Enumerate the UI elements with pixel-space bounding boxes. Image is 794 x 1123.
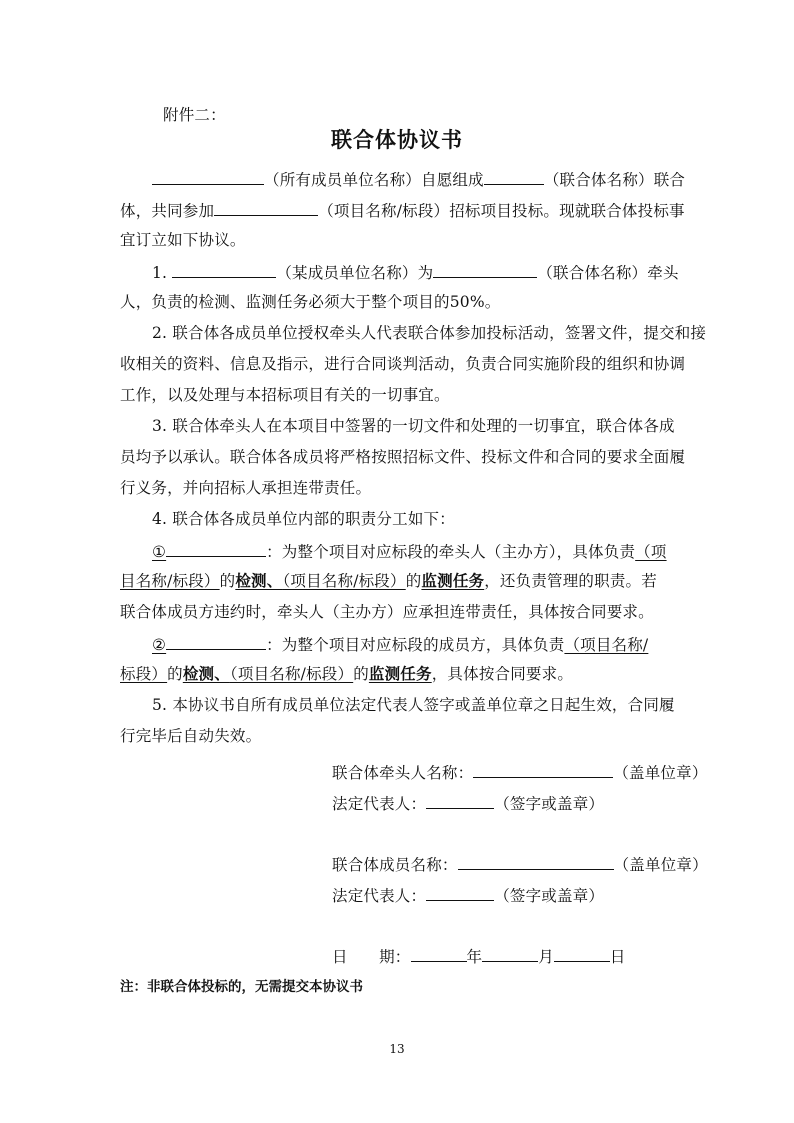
intro-line-1: （所有成员单位名称）自愿组成 （联合体名称）联合 xyxy=(152,166,685,192)
item5-line-2: 行完毕后自动失效。 xyxy=(120,727,262,745)
item4-r1-line-1: ① ：为整个项目对应标段的牵头人（主办方），具体负责（项 xyxy=(152,538,667,564)
attachment-label: 附件二： xyxy=(163,106,226,124)
month-field[interactable] xyxy=(482,943,538,962)
blank-consortium-name[interactable] xyxy=(484,166,544,185)
footnote: 注：非联合体投标的，无需提交本协议书 xyxy=(120,979,363,995)
intro-line-2: 体，共同参加 （项目名称/标段）招标项目投标。现就联合体投标事 xyxy=(120,197,685,223)
item4-line-1: 4. 联合体各成员单位内部的职责分工如下： xyxy=(152,510,455,528)
blank-all-members[interactable] xyxy=(152,166,264,185)
item4-r2-line-1: ② ：为整个项目对应标段的成员方，具体负责（项目名称/ xyxy=(152,631,648,657)
blank-consortium-name-2[interactable] xyxy=(433,259,537,278)
blank-member-name[interactable] xyxy=(172,259,276,278)
blank-lead-party[interactable] xyxy=(166,538,266,557)
item4-r1-line-3: 联合体成员方违约时，牵头人（主办方）应承担连带责任，具体按合同要求。 xyxy=(120,603,654,621)
page-number: 13 xyxy=(389,1042,405,1056)
item1-line-2: 人，负责的检测、监测任务必须大于整个项目的50%。 xyxy=(120,293,501,311)
blank-project-name[interactable] xyxy=(214,197,318,216)
item3-line-1: 3. 联合体牵头人在本项目中签署的一切文件和处理的一切事宜，联合体各成 xyxy=(152,417,675,435)
blank-member-party[interactable] xyxy=(166,631,266,650)
item5-line-1: 5. 本协议书自所有成员单位法定代表人签字或盖单位章之日起生效，合同履 xyxy=(152,696,675,714)
lead-signature-line: 联合体牵头人名称： （盖单位章） xyxy=(332,759,708,785)
item2-line-3: 工作，以及处理与本招标项目有关的一切事宜。 xyxy=(120,386,450,404)
page-title: 联合体协议书 xyxy=(331,128,463,152)
date-line: 日 期： 年 月 日 xyxy=(332,943,626,969)
lead-name-field[interactable] xyxy=(473,759,613,778)
member-signature-line: 联合体成员名称： （盖单位章） xyxy=(332,851,708,877)
year-field[interactable] xyxy=(411,943,467,962)
lead-rep-field[interactable] xyxy=(426,790,494,809)
lead-rep-line: 法定代表人： （签字或盖章） xyxy=(332,790,604,816)
member-name-field[interactable] xyxy=(458,851,614,870)
intro-line-3: 宜订立如下协议。 xyxy=(120,231,246,249)
member-rep-line: 法定代表人： （签字或盖章） xyxy=(332,882,604,908)
item1-line-1: 1. （某成员单位名称）为 （联合体名称）牵头 xyxy=(152,259,679,285)
item2-line-2: 收相关的资料、信息及指示，进行合同谈判活动，负责合同实施阶段的组织和协调 xyxy=(120,355,686,373)
item4-r2-line-2: 标段）的检测、（项目名称/标段）的监测任务，具体按合同要求。 xyxy=(120,664,574,683)
item4-r1-line-2: 目名称/标段）的检测、（项目名称/标段）的监测任务，还负责管理的职责。若 xyxy=(120,571,657,590)
day-field[interactable] xyxy=(554,943,610,962)
item3-line-3: 行义务，并向招标人承担连带责任。 xyxy=(120,479,372,497)
item2-line-1: 2. 联合体各成员单位授权牵头人代表联合体参加投标活动，签署文件，提交和接 xyxy=(152,324,707,342)
item3-line-2: 员均予以承认。联合体各成员将严格按照招标文件、投标文件和合同的要求全面履 xyxy=(120,448,686,466)
member-rep-field[interactable] xyxy=(426,882,494,901)
